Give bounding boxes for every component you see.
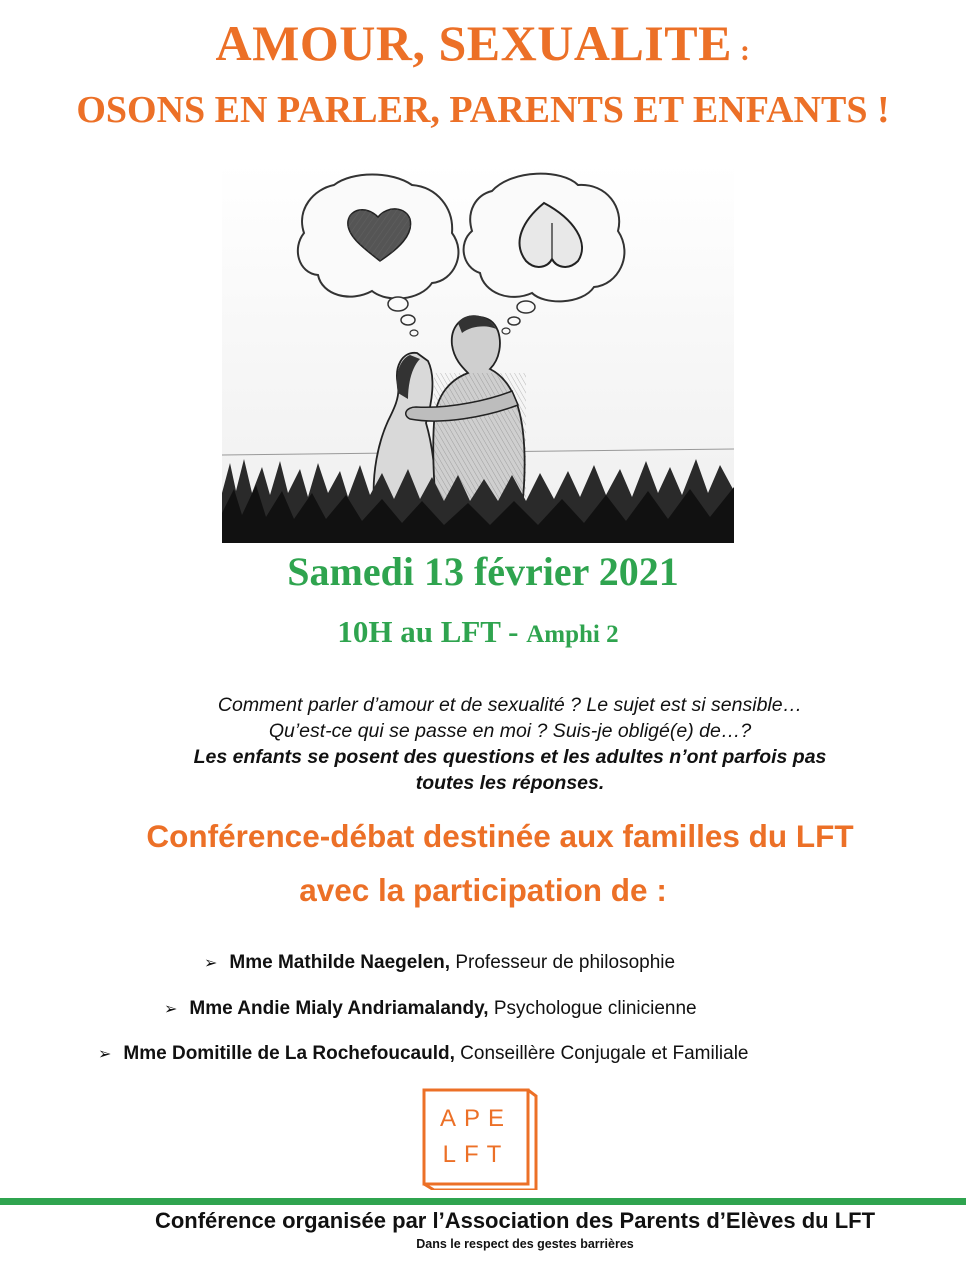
- couple-illustration: [222, 163, 734, 543]
- logo-line2: LFT: [442, 1141, 510, 1168]
- arrow-bullet-icon: ➢: [204, 955, 218, 972]
- logo-line1: APE: [439, 1105, 513, 1132]
- event-time: 10H au LFT -: [337, 614, 527, 649]
- page-title-line2: OSONS EN PARLER, PARENTS ET ENFANTS !: [76, 89, 890, 131]
- arrow-bullet-icon: ➢: [164, 1001, 178, 1018]
- footer-divider: [0, 1198, 966, 1205]
- participant-name: Mme Domitille de La Rochefoucauld,: [123, 1043, 455, 1064]
- event-date: Samedi 13 février 2021: [287, 549, 679, 594]
- event-room: Amphi 2: [526, 621, 619, 648]
- title-line1-colon: :: [731, 34, 751, 67]
- conference-subheading: avec la participation de :: [299, 872, 667, 908]
- conference-heading: Conférence-débat destinée aux familles du LFT: [146, 818, 854, 854]
- participant-item: [164, 998, 697, 1020]
- intro-line-bold: toutes les réponses.: [415, 772, 605, 794]
- participant-item: [98, 1043, 749, 1065]
- intro-line: Qu’est-ce qui se passe en moi ? Suis-je obligé(e) de…?: [268, 720, 752, 742]
- intro-text: [100, 692, 920, 796]
- page-title-line1: [0, 14, 966, 72]
- footer-organizer: Conférence organisée par l’Association des Parents d’Elèves du LFT: [154, 1208, 876, 1233]
- intro-line: Comment parler d’amour et de sexualité ? Le sujet est si sensible…: [217, 694, 803, 716]
- participant-item: [204, 952, 675, 974]
- participant-role: Professeur de philosophie: [450, 952, 676, 973]
- participant-name: Mme Andie Mialy Andriamalandy,: [189, 998, 489, 1019]
- participant-name: Mme Mathilde Naegelen,: [229, 952, 451, 973]
- ape-lft-logo: [418, 1086, 538, 1190]
- intro-line-bold: Les enfants se posent des questions et les adultes n’ont parfois pas: [193, 746, 827, 768]
- participant-role: Conseillère Conjugale et Familiale: [454, 1043, 749, 1064]
- footer-note: Dans le respect des gestes barrières: [416, 1237, 634, 1251]
- arrow-bullet-icon: ➢: [98, 1046, 112, 1063]
- title-line1-text: AMOUR, SEXUALITE: [215, 15, 732, 71]
- participant-role: Psychologue clinicienne: [488, 998, 697, 1019]
- event-time-location: [0, 614, 956, 650]
